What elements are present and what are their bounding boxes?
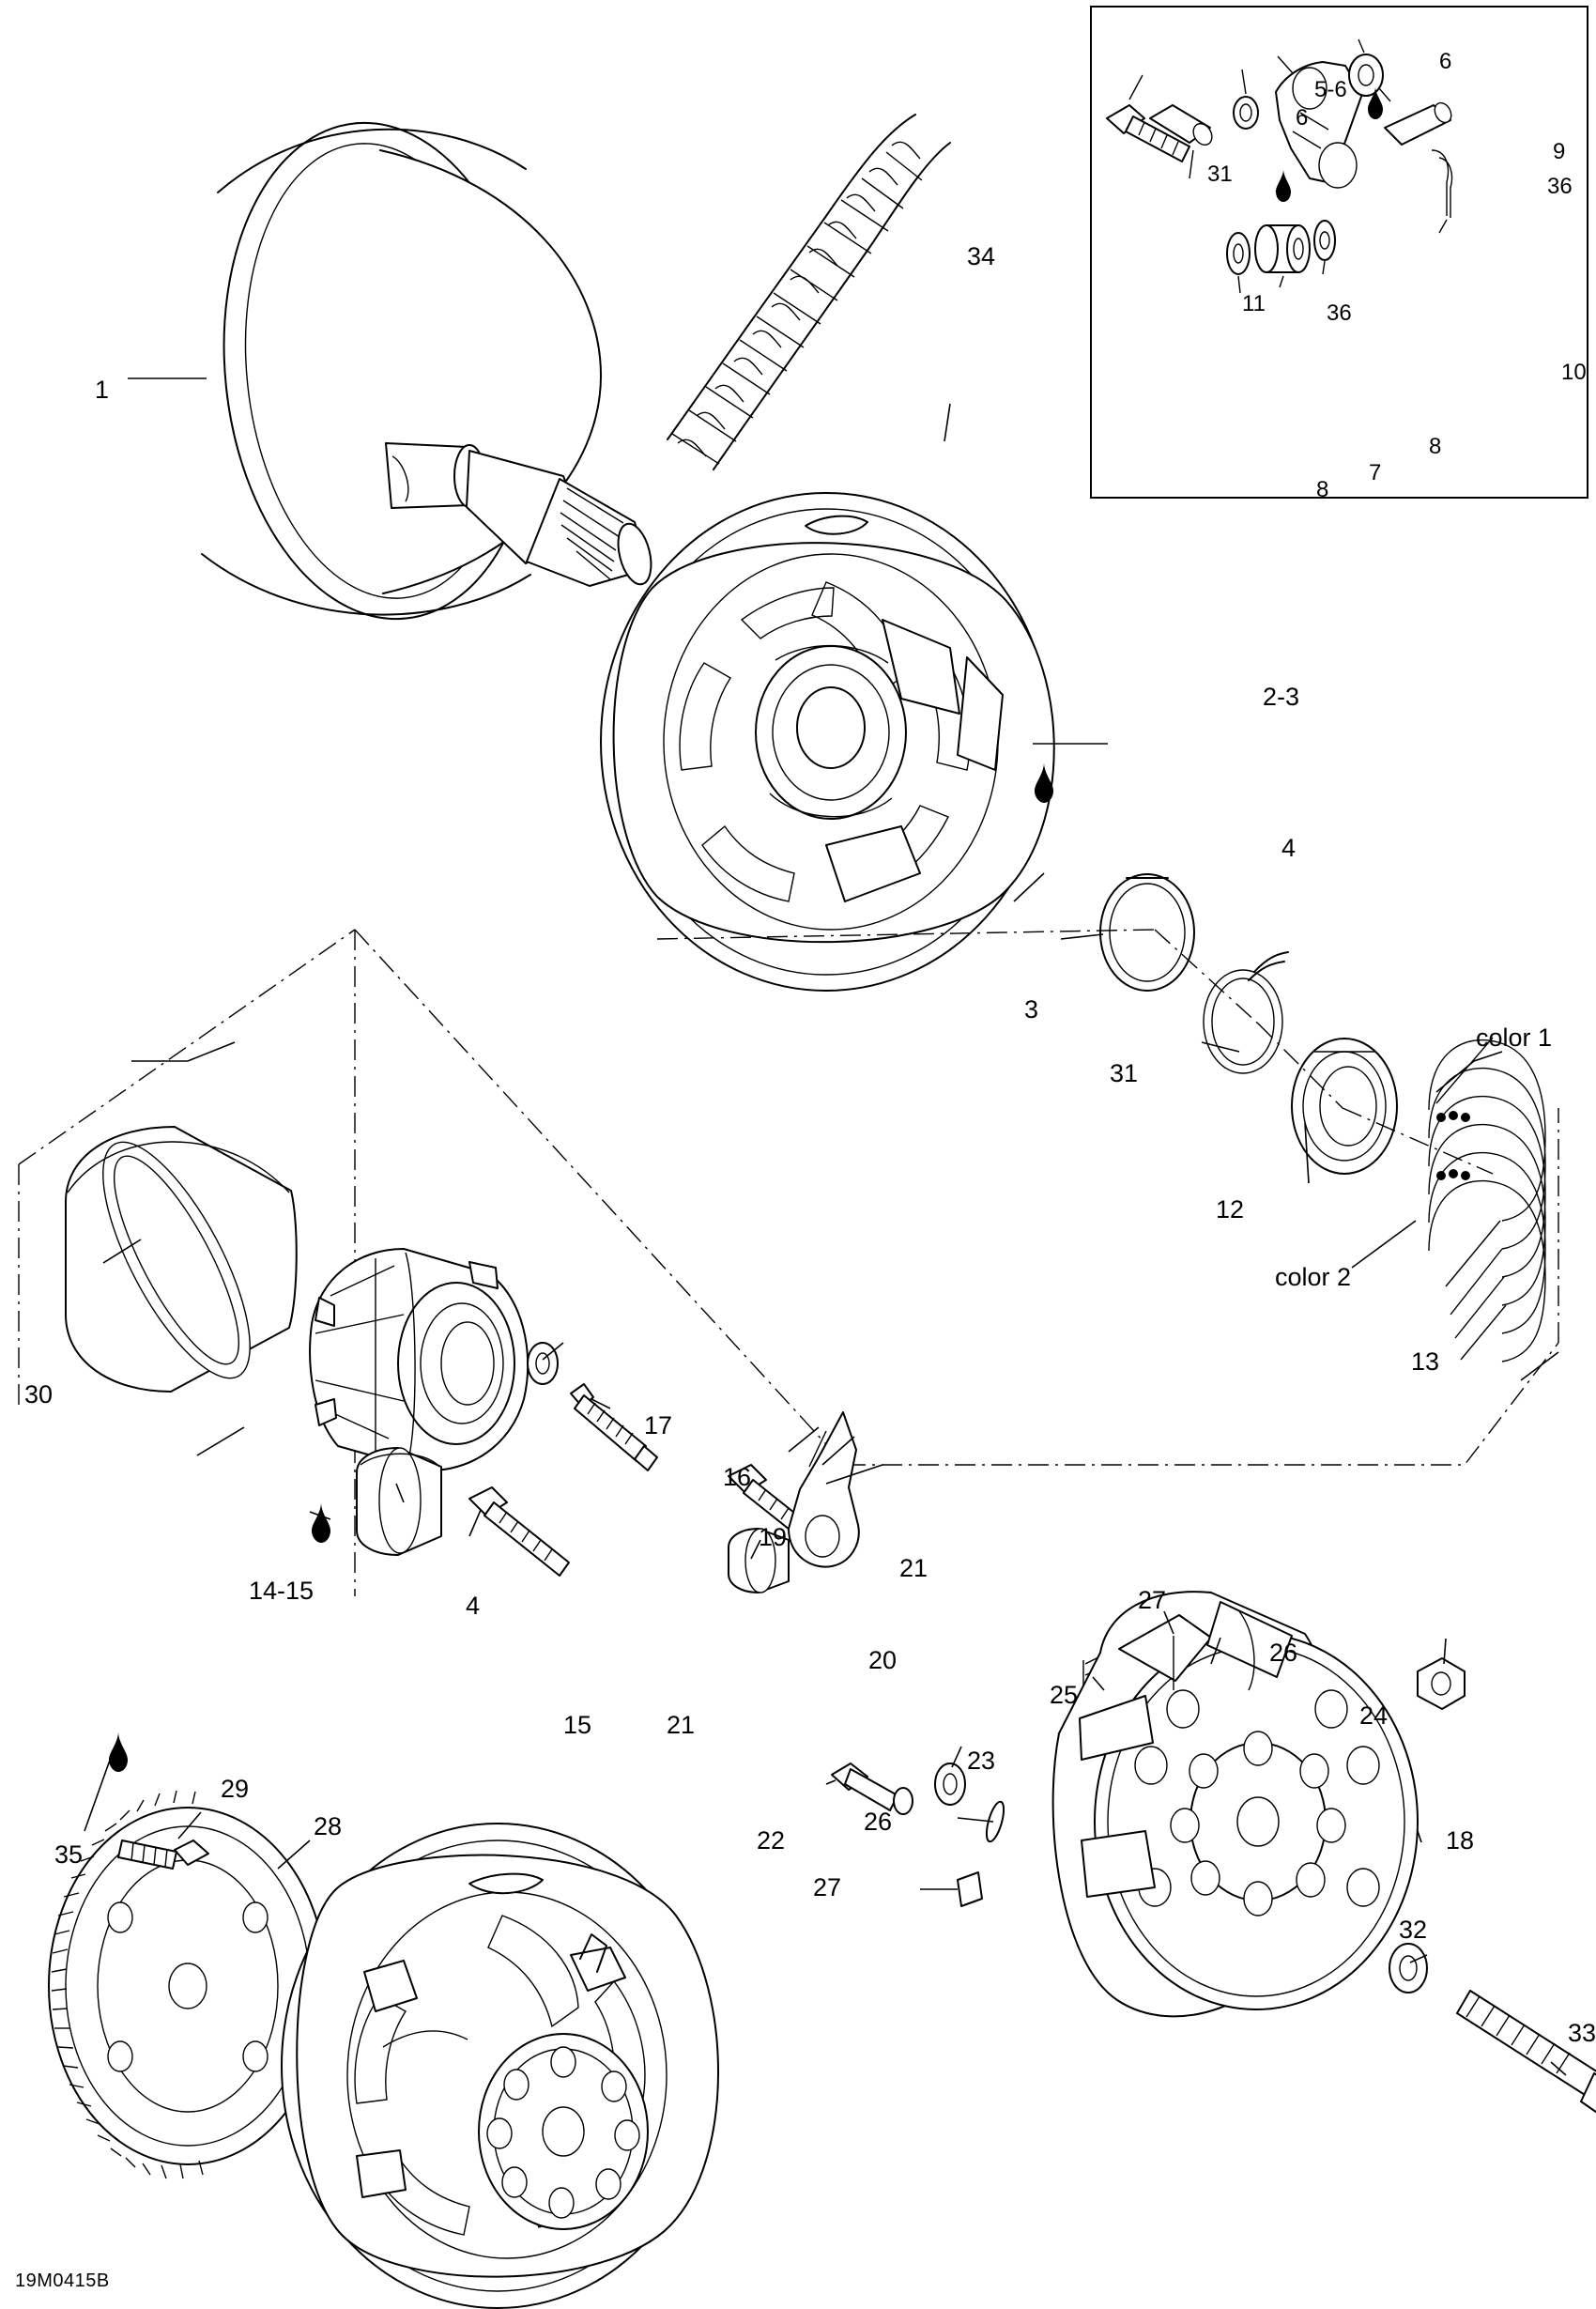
callout-26-upper: 26 [1269,1639,1298,1667]
callout-22: 22 [757,1826,786,1855]
callout-29: 29 [221,1775,250,1803]
callout-30: 30 [24,1380,54,1408]
callout-12: 12 [1216,1195,1245,1224]
callout-31-circlip: 31 [1110,1059,1139,1087]
inset-callout-6b: 6 [1439,49,1452,74]
callout-35: 35 [54,1840,84,1869]
inset-callout-31: 31 [1207,162,1233,187]
callout-25: 25 [1050,1681,1079,1709]
part-18-fixed-half [1053,1592,1418,2016]
inset-callout-5-6: 5-6 [1314,77,1347,102]
part-17-washer [528,1343,558,1384]
part-35-oil-drop [109,1732,128,1772]
callout-16: 16 [723,1463,752,1491]
callout-33: 33 [1568,2019,1596,2047]
inset-callout-9: 9 [1553,139,1566,164]
part-24-nut [1418,1658,1465,1709]
part-23-washer [935,1763,965,1805]
callout-3: 3 [1024,995,1039,1024]
callout-15: 15 [563,1711,592,1739]
part-13-spring [1429,1038,1545,1362]
inset-callout-36a: 36 [1547,174,1573,199]
callout-color-1: color 1 [1476,1024,1553,1052]
part-3-retaining-ring [1100,874,1194,991]
part-2-3-movable-sheave [601,493,1054,991]
callout-26-lower: 26 [864,1808,893,1836]
callout-28: 28 [314,1812,343,1840]
inset-callout-36b: 36 [1327,300,1352,326]
inset-callout-8a: 8 [1316,477,1329,502]
callout-34: 34 [967,242,996,270]
part-1-fixed-sheave [200,107,656,635]
inset-callout-11: 11 [1242,291,1266,316]
callout-18: 18 [1446,1826,1475,1855]
callout-color-2: color 2 [1275,1263,1352,1291]
callout-1: 1 [95,376,110,404]
part-15-spacer-sleeve [357,1448,441,1555]
part-22-screw [832,1763,913,1814]
callout-4-lower: 4 [466,1592,481,1620]
part-34-drive-belt [668,115,950,469]
part-4-oil-drop-left [312,1502,330,1543]
part-27-pin-lower [958,1872,982,1906]
callout-27-lower: 27 [813,1873,842,1901]
callout-21-lower: 21 [667,1711,696,1739]
callout-13: 13 [1411,1347,1440,1376]
callout-20: 20 [868,1646,898,1674]
callout-17: 17 [644,1411,673,1439]
callout-21-upper: 21 [899,1554,928,1582]
callout-24: 24 [1359,1701,1389,1730]
part-19-lever [789,1412,859,1567]
part-21-bolt-lower [469,1487,569,1576]
callout-19: 19 [759,1523,788,1551]
part-14-15-governor-cup [310,1249,528,1470]
callout-32: 32 [1399,1916,1428,1944]
part-33-bolt [1457,1991,1596,2132]
part-30-cover-sleeve [66,1123,297,1397]
drawing-code: 19M0415B [15,2271,110,2291]
part-32-washer [1389,1944,1427,1993]
inset-callout-7: 7 [1369,460,1382,485]
callout-2-3: 2-3 [1263,683,1300,711]
inset-callout-6a: 6 [1296,105,1309,131]
assembled-drive-pulley [282,1824,718,2308]
callout-14-15: 14-15 [249,1577,315,1605]
inset-callout-10: 10 [1561,360,1587,385]
inset-callout-8b: 8 [1429,434,1442,459]
callout-23: 23 [967,1747,996,1775]
callout-4-upper: 4 [1281,834,1297,862]
callout-27-upper: 27 [1138,1586,1167,1614]
